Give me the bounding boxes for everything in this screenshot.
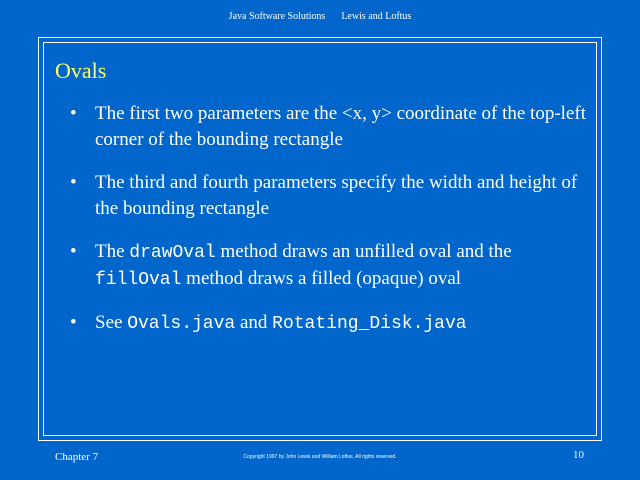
bullet-dot-icon: • <box>70 312 77 333</box>
bullet-text <box>95 312 467 333</box>
code-rotating-disk-file: Rotating_Disk.java <box>272 314 467 334</box>
book-title: Java Software Solutions <box>228 11 326 22</box>
code-ovals-file: Ovals.java <box>127 314 236 334</box>
slide-title: Ovals <box>55 58 107 83</box>
bullet-text: The first two parameters are the <x, y> coordinate of the top-left corner of the bounding rectangle <box>95 103 586 150</box>
bullet-text-mid: and <box>235 312 273 333</box>
bullet-dot-icon: • <box>70 172 77 193</box>
bullet-text-post: method draws a filled (opaque) oval <box>181 268 462 289</box>
book-authors: Lewis and Loftus <box>341 11 412 22</box>
code-drawoval: drawOval <box>129 243 216 263</box>
bullet-text-pre: The <box>95 241 130 262</box>
bullet-dot-icon: • <box>70 241 77 262</box>
bullet-item <box>70 101 600 153</box>
bullet-item <box>70 310 600 337</box>
slide-header <box>0 11 640 22</box>
bullet-text-pre: See <box>95 312 128 333</box>
copyright-notice: Copyright 1997 by John Lewis and William Loftus. All rights reserved. <box>243 454 397 460</box>
bullet-text <box>95 241 512 289</box>
bullet-text-mid: method draws an unfilled oval and the <box>215 241 512 262</box>
bullet-item <box>70 239 600 293</box>
code-filloval: fillOval <box>95 270 182 290</box>
bullet-dot-icon: • <box>70 103 77 124</box>
bullet-text: The third and fourth parameters specify the width and height of the bounding rectangle <box>95 172 578 219</box>
bullet-item <box>70 170 600 222</box>
chapter-label: Chapter 7 <box>55 451 99 463</box>
bullet-list <box>70 101 600 354</box>
page-number: 10 <box>573 449 584 461</box>
